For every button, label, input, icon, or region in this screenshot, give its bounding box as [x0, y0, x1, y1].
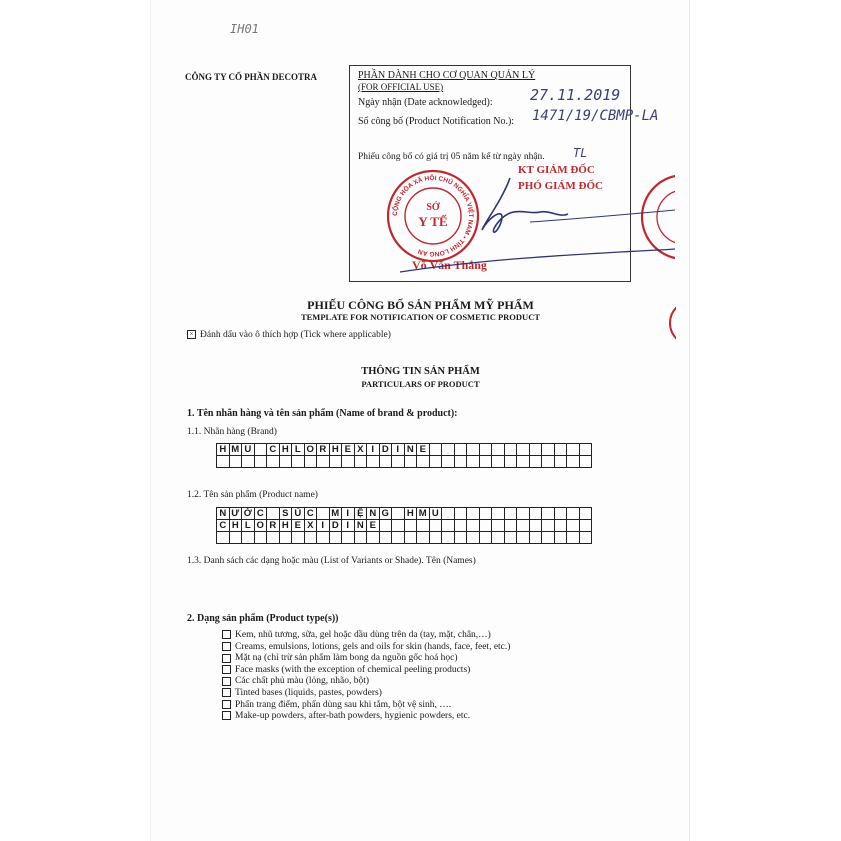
grid-cell: D [379, 444, 392, 456]
section-2-heading: 2. Dạng sản phẩm (Product type(s)) [187, 613, 339, 624]
grid-cell [454, 444, 467, 456]
grid-cell: C [217, 520, 230, 532]
grid-cell [379, 456, 392, 468]
grid-cell [367, 456, 380, 468]
grid-cell [429, 520, 442, 532]
grid-cell [429, 444, 442, 456]
grid-cell [567, 444, 580, 456]
grid-cell: Ớ [242, 508, 255, 520]
section-1-1-label: 1.1. Nhãn hàng (Brand) [187, 427, 277, 437]
grid-cell [479, 444, 492, 456]
grid-cell: M [329, 508, 342, 520]
grid-cell [554, 520, 567, 532]
grid-cell: M [229, 444, 242, 456]
grid-cell [392, 520, 405, 532]
grid-cell [517, 456, 530, 468]
grid-cell: R [267, 520, 280, 532]
grid-cell [454, 508, 467, 520]
grid-cell: U [242, 444, 255, 456]
grid-cell: M [417, 508, 430, 520]
grid-cell [229, 456, 242, 468]
product-type-option[interactable] [222, 665, 510, 677]
grid-cell [554, 508, 567, 520]
grid-cell: Ư [229, 508, 242, 520]
grid-cell [404, 456, 417, 468]
date-label: Ngày nhận (Date acknowledged): [358, 97, 493, 108]
grid-cell [567, 456, 580, 468]
grid-cell [392, 456, 405, 468]
grid-cell [454, 456, 467, 468]
grid-cell: N [404, 444, 417, 456]
signature-mark [390, 160, 675, 280]
grid-cell [254, 444, 267, 456]
grid-cell [317, 456, 330, 468]
grid-cell [517, 508, 530, 520]
grid-cell: H [229, 520, 242, 532]
grid-cell [542, 444, 555, 456]
grid-cell [542, 520, 555, 532]
tick-note [187, 330, 391, 340]
grid-cell [442, 456, 455, 468]
document-title: PHIẾU CÔNG BỐ SẢN PHẨM MỸ PHẨM [307, 298, 534, 312]
grid-cell: L [292, 444, 305, 456]
grid-cell [492, 456, 505, 468]
product-name-grid [216, 507, 592, 544]
product-type-label: Make-up powders, after-bath powders, hygienic powders, etc. [235, 711, 471, 722]
product-type-label: Phấn trang điểm, phấn dùng sau khi tắm, bột vệ sinh, …. [235, 699, 452, 710]
grid-cell [467, 444, 480, 456]
grid-row [217, 444, 592, 456]
grid-cell: Ệ [354, 508, 367, 520]
grid-cell [417, 532, 430, 544]
signer-title-1: KT GIÁM ĐỐC [518, 164, 595, 176]
product-type-option[interactable] [222, 676, 510, 688]
grid-cell: D [329, 520, 342, 532]
grid-cell [579, 456, 592, 468]
grid-cell [567, 508, 580, 520]
checked-box-icon: × [187, 330, 196, 339]
grid-cell [567, 520, 580, 532]
stamp-center-2: Y TẾ [418, 214, 448, 229]
official-subtitle: (FOR OFFICIAL USE) [358, 82, 444, 92]
product-types-list [222, 630, 510, 723]
grid-cell [454, 520, 467, 532]
grid-cell: S [279, 508, 292, 520]
grid-cell: E [342, 444, 355, 456]
grid-cell [442, 532, 455, 544]
grid-cell [454, 532, 467, 544]
checkbox-icon[interactable] [222, 711, 231, 720]
product-type-label: Face masks (with the exception of chemical peeling products) [235, 664, 471, 675]
grid-cell [554, 532, 567, 544]
grid-cell [567, 532, 580, 544]
grid-cell [529, 508, 542, 520]
grid-cell: I [367, 444, 380, 456]
grid-cell [529, 456, 542, 468]
handwritten-code: IH01 [230, 22, 259, 36]
grid-cell [317, 532, 330, 544]
validity-text: Phiếu công bố có giá trị 05 năm kể từ ngày nhận. [358, 152, 545, 162]
grid-cell: C [304, 508, 317, 520]
grid-cell: G [379, 508, 392, 520]
checkbox-icon[interactable] [222, 642, 231, 651]
product-type-label: Các chất phủ màu (lỏng, nhão, bột) [235, 676, 370, 687]
product-type-option[interactable] [222, 642, 510, 654]
grid-cell [517, 520, 530, 532]
grid-cell [529, 444, 542, 456]
grid-cell [229, 532, 242, 544]
grid-cell: E [417, 444, 430, 456]
section-1-heading: 1. Tên nhãn hàng và tên sản phẩm (Name of brand & product): [187, 408, 458, 419]
grid-cell [379, 520, 392, 532]
product-type-option[interactable] [222, 688, 510, 700]
product-type-label: Creams, emulsions, lotions, gels and oils for skin (hands, face, feet, etc.) [235, 641, 511, 652]
grid-cell [542, 508, 555, 520]
checkbox-icon[interactable] [222, 677, 231, 686]
grid-cell [467, 456, 480, 468]
grid-cell: N [354, 520, 367, 532]
initials: TL [573, 146, 588, 160]
notification-number: 1471/19/CBMP-LA [532, 108, 659, 124]
grid-cell: N [217, 508, 230, 520]
grid-cell [292, 532, 305, 544]
grid-cell: H [404, 508, 417, 520]
grid-row [217, 532, 592, 544]
grid-cell [504, 456, 517, 468]
grid-row [217, 508, 592, 520]
grid-cell [479, 532, 492, 544]
official-title: PHẦN DÀNH CHO CƠ QUAN QUẢN LÝ [358, 70, 536, 81]
section-1-2-label: 1.2. Tên sản phẩm (Product name) [187, 490, 318, 500]
grid-cell: X [354, 444, 367, 456]
grid-cell [392, 508, 405, 520]
stamp-center-1: SỞ [426, 202, 440, 213]
grid-cell [429, 532, 442, 544]
checkbox-icon[interactable] [222, 654, 231, 663]
grid-cell [217, 532, 230, 544]
grid-cell [442, 508, 455, 520]
grid-cell: I [317, 520, 330, 532]
number-label: Số công bố (Product Notification No.): [358, 116, 515, 127]
section-1-3-label: 1.3. Danh sách các dạng hoặc màu (List of Variants or Shade). Tên (Names) [187, 556, 476, 566]
grid-cell [517, 532, 530, 544]
grid-cell [529, 520, 542, 532]
grid-cell: I [342, 508, 355, 520]
grid-cell: C [267, 444, 280, 456]
grid-cell: I [392, 444, 405, 456]
grid-cell [354, 532, 367, 544]
grid-cell: H [329, 444, 342, 456]
product-type-label: Tinted bases (liquids, pastes, powders) [235, 687, 382, 698]
grid-cell [342, 456, 355, 468]
grid-cell [554, 456, 567, 468]
grid-cell [529, 532, 542, 544]
grid-cell [517, 444, 530, 456]
grid-cell: O [304, 444, 317, 456]
grid-cell: H [217, 444, 230, 456]
grid-cell: L [242, 520, 255, 532]
grid-cell [554, 444, 567, 456]
product-type-label: Mặt nạ (chỉ trừ sản phẩm làm bong da nguồn gốc hoá học) [235, 653, 458, 664]
grid-cell [304, 456, 317, 468]
grid-cell: C [254, 508, 267, 520]
grid-cell: E [292, 520, 305, 532]
product-type-option[interactable] [222, 700, 510, 712]
grid-cell [329, 532, 342, 544]
grid-cell [442, 520, 455, 532]
section-subtitle: PARTICULARS OF PRODUCT [361, 379, 480, 389]
grid-cell [542, 532, 555, 544]
grid-cell [579, 520, 592, 532]
grid-cell: N [367, 508, 380, 520]
grid-cell [417, 456, 430, 468]
signer-title-2: PHÓ GIÁM ĐỐC [518, 180, 603, 192]
grid-row [217, 520, 592, 532]
product-type-option[interactable] [222, 653, 510, 665]
grid-cell [404, 532, 417, 544]
grid-cell: I [342, 520, 355, 532]
grid-cell [504, 444, 517, 456]
grid-cell: U [429, 508, 442, 520]
grid-cell [217, 456, 230, 468]
grid-cell: Ú [292, 508, 305, 520]
grid-cell [304, 532, 317, 544]
grid-cell [279, 532, 292, 544]
product-type-label: Kem, nhũ tương, sữa, gel hoặc dầu dùng trên da (tay, mặt, chân,…) [235, 630, 491, 640]
grid-cell [392, 532, 405, 544]
grid-cell [354, 456, 367, 468]
company-name: CÔNG TY CỔ PHẦN DECOTRA [185, 72, 318, 82]
grid-cell [579, 532, 592, 544]
grid-cell [317, 508, 330, 520]
stamp-ring-text: CỘNG HÒA XÃ HỘI CHỦ NGHĨA VIỆT NAM • TỈNH LONG AN [391, 174, 475, 258]
product-type-option[interactable] [222, 711, 510, 723]
grid-row [217, 456, 592, 468]
product-type-option[interactable] [222, 630, 510, 642]
document-subtitle: TEMPLATE FOR NOTIFICATION OF COSMETIC PRODUCT [300, 312, 541, 322]
grid-cell [267, 456, 280, 468]
grid-cell [492, 508, 505, 520]
brand-grid [216, 443, 592, 468]
grid-cell [367, 532, 380, 544]
tick-note-text: Đánh dấu vào ô thích hợp (Tick where applicable) [200, 330, 391, 340]
grid-cell [292, 456, 305, 468]
grid-cell [467, 532, 480, 544]
checkbox-icon[interactable] [222, 630, 231, 639]
checkbox-icon[interactable] [222, 688, 231, 697]
grid-cell [342, 532, 355, 544]
grid-cell [579, 508, 592, 520]
grid-cell [267, 532, 280, 544]
grid-cell [504, 520, 517, 532]
grid-cell [479, 456, 492, 468]
grid-cell: H [279, 520, 292, 532]
grid-cell [504, 532, 517, 544]
grid-cell [492, 532, 505, 544]
grid-cell: E [367, 520, 380, 532]
grid-cell [442, 444, 455, 456]
grid-cell [242, 456, 255, 468]
grid-cell [379, 532, 392, 544]
grid-cell: H [279, 444, 292, 456]
grid-cell [417, 520, 430, 532]
signer-name: Võ Văn Thắng [412, 258, 487, 272]
grid-cell [467, 520, 480, 532]
grid-cell [267, 508, 280, 520]
grid-cell [579, 444, 592, 456]
grid-cell [242, 532, 255, 544]
grid-cell [254, 532, 267, 544]
grid-cell: X [304, 520, 317, 532]
grid-cell [429, 456, 442, 468]
grid-cell [504, 508, 517, 520]
grid-cell [467, 508, 480, 520]
grid-cell [254, 456, 267, 468]
grid-cell: R [317, 444, 330, 456]
grid-cell [492, 444, 505, 456]
grid-cell [479, 520, 492, 532]
checkbox-icon[interactable] [222, 700, 231, 709]
grid-cell [492, 520, 505, 532]
section-title: THÔNG TIN SẢN PHẨM [361, 366, 480, 377]
grid-cell [479, 508, 492, 520]
date-value: 27.11.2019 [530, 86, 621, 104]
grid-cell [329, 456, 342, 468]
grid-cell [542, 456, 555, 468]
checkbox-icon[interactable] [222, 665, 231, 674]
grid-cell [404, 520, 417, 532]
grid-cell: O [254, 520, 267, 532]
grid-cell [279, 456, 292, 468]
